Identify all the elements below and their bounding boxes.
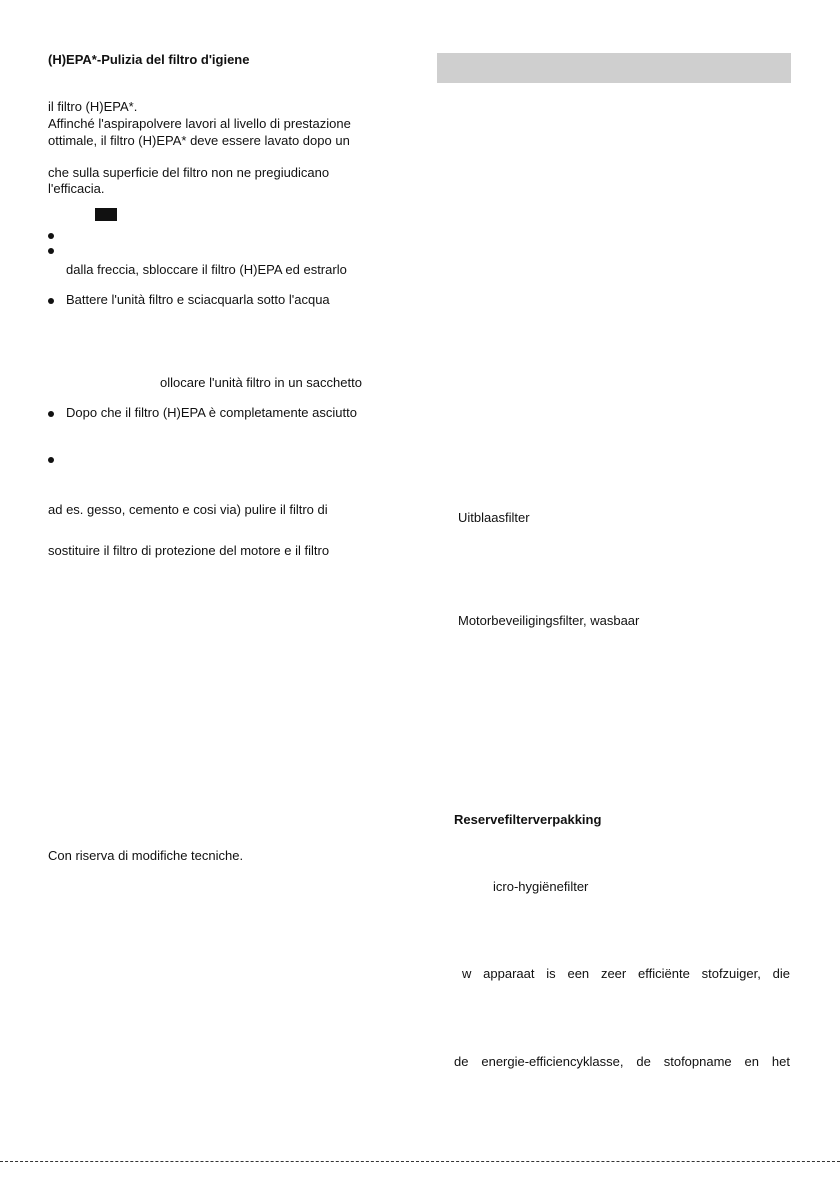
text-line: ad es. gesso, cemento e cosi via) pulire il filtro di xyxy=(48,502,328,517)
header-bar xyxy=(437,53,791,83)
redaction-box xyxy=(95,208,117,221)
filter-item: icro-hygiënefilter xyxy=(493,879,589,894)
bullet-icon xyxy=(48,411,54,417)
bullet-icon xyxy=(48,233,54,239)
text-line: ottimale, il filtro (H)EPA* deve essere lavato dopo un xyxy=(48,133,350,148)
filter-item: Motorbeveiligingsfilter, wasbaar xyxy=(458,613,640,628)
bullet-icon xyxy=(48,457,54,463)
filter-item: Uitblaasfilter xyxy=(458,510,530,525)
text-line: Battere l'unità filtro e sciacquarla sotto l'acqua xyxy=(66,292,330,307)
text-line: ollocare l'unità filtro in un sacchetto xyxy=(160,375,362,390)
bullet-icon xyxy=(48,298,54,304)
section-heading: Reservefilterverpakking xyxy=(454,812,602,827)
bullet-icon xyxy=(48,248,54,254)
page-edge-divider xyxy=(0,1161,840,1162)
text-line: Affinché l'aspirapolvere lavori al livello di prestazione xyxy=(48,116,351,131)
text-line: Dopo che il filtro (H)EPA è completamente asciutto xyxy=(66,405,357,420)
text-line: che sulla superficie del filtro non ne pregiudicano xyxy=(48,165,330,180)
text-line: il filtro (H)EPA*. xyxy=(48,99,138,114)
text-line: l'efficacia. xyxy=(48,181,105,196)
section-heading: (H)EPA*-Pulizia del filtro d'igiene xyxy=(48,52,250,67)
text-line: de energie-efficiencyklasse, de stofopname en het xyxy=(454,1054,790,1069)
text-line: w apparaat is een zeer efficiënte stofzuiger, die xyxy=(462,966,790,981)
footer-note: Con riserva di modifiche tecniche. xyxy=(48,848,244,863)
text-line: sostituire il filtro di protezione del motore e il filtro xyxy=(48,543,330,558)
text-line: dalla freccia, sbloccare il filtro (H)EPA ed estrarlo xyxy=(66,262,347,277)
